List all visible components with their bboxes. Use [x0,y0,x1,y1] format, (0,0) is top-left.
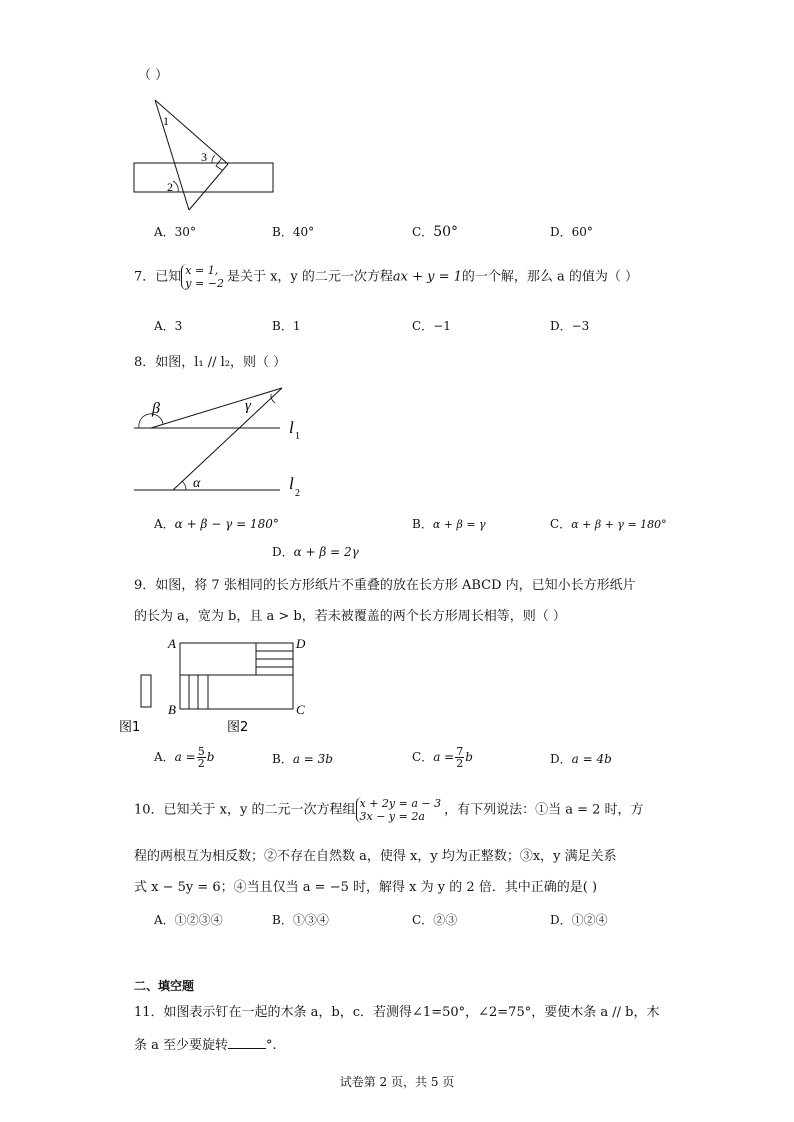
q9-label-D: D [296,636,306,651]
q10-post: ，有下列说法：①当 a = 2 时，方 [444,802,644,818]
option-key: B． [272,913,293,927]
q11-line1 [134,1005,659,1021]
option-text: ②③ [433,913,458,927]
q6-option-b[interactable] [272,224,314,240]
option-key: B． [272,752,293,766]
option-text: 40° [292,225,315,239]
q8-label-l2: l [289,474,294,493]
q10-line1 [134,797,644,823]
q8-label-l2-sub: 2 [295,488,300,499]
option-key: A． [154,225,175,239]
q9-label-B: B [168,702,176,717]
q8-figure [130,385,310,505]
q8-label-l1-sub: 1 [295,431,300,442]
q9-option-b[interactable] [272,751,333,767]
option-key: C． [412,750,434,764]
q8-label-l1: l [289,418,294,437]
q10-pre: 已知关于 x，y 的二元一次方程组 [163,802,356,818]
option-text: a = 3b [292,752,333,766]
q9-text-line1: 如图，将 7 张相同的长方形纸片不重叠的放在长方形 ABCD 内，已知小长方形纸片 [155,578,636,593]
section-title-fill-in: 二、填空题 [134,979,195,993]
q10-line2: 程的两根互为相反数；②不存在自然数 a，使得 x，y 均为正整数；③x，y 满足关系 [134,849,617,864]
option-key: D． [272,545,294,559]
option-post: b [465,750,473,764]
q6-option-c[interactable] [412,224,458,240]
q9-caption-fig1: 图1 [119,720,141,735]
q10-option-c[interactable] [412,912,457,928]
q7-post: 的一个解，那么 a 的值为（ ） [461,269,639,285]
q8-number: 8． [134,355,156,370]
q9-option-a[interactable] [154,746,214,769]
option-text: 1 [292,319,301,333]
q6-angle-label-3: 3 [201,150,207,164]
fraction-denominator: 2 [197,757,205,770]
q8-stem [134,355,286,371]
q10-sys-line1: x + 2y = a − 3 [359,797,442,810]
q10-option-a[interactable] [154,912,223,928]
fraction-denominator: 2 [456,757,464,770]
fraction-numerator: 5 [197,745,205,758]
q9-option-d[interactable] [550,751,612,767]
option-text: ①②③④ [174,913,223,927]
page-footer: 试卷第 2 页，共 5 页 [339,1075,455,1089]
q11-number: 11． [134,1005,164,1020]
option-key: B． [272,319,293,333]
option-text: α + β = γ [432,518,486,531]
q8-label-gamma: γ [245,398,251,414]
option-key: D． [550,913,572,927]
option-key: A． [154,517,175,531]
q9-caption-fig2: 图2 [227,720,249,735]
option-text: a = 4b [571,752,612,766]
q11-text-line1: 如图表示钉在一起的木条 a，b，c．若测得∠1=50°，∠2=75°，要使木条 a // b，木 [163,1005,660,1020]
q7-option-a[interactable] [154,318,182,334]
q8-option-d[interactable] [272,544,359,560]
option-key: B． [412,517,433,531]
q7-sys-line1: x = 1, [185,264,219,277]
q8-label-alpha: α [193,476,201,491]
option-text: 30° [174,225,196,239]
q10-number: 10． [134,802,164,818]
q7-option-b[interactable] [272,318,300,334]
q9-number: 9． [134,578,156,593]
q10-system [356,797,445,823]
fraction [197,746,206,769]
option-text: 60° [571,225,593,239]
q9-line1 [134,578,636,594]
q8-text: 如图，l₁ // l₂，则（ ） [155,355,287,370]
q8-option-c[interactable] [550,516,667,533]
q9-label-C: C [296,702,305,717]
q9-label-A: A [168,636,176,651]
option-text: α + β = 2γ [293,545,359,559]
q7-mid: 是关于 x，y 的二元一次方程 [226,269,393,285]
q7-pre: 已知 [155,269,182,285]
q7-number: 7． [134,269,156,285]
option-key: C． [412,225,434,239]
q10-sys-line2: 3x − y = 2a [359,810,425,823]
q7-option-c[interactable] [412,318,451,334]
fraction [455,746,464,769]
q10-option-b[interactable] [272,912,329,928]
option-key: C． [550,517,572,531]
q11-text-line2-pre: 条 a 至少要旋转 [134,1038,229,1053]
q6-angle-label-1: 1 [163,114,169,128]
q11-answer-blank[interactable] [228,1036,266,1049]
option-key: D． [550,225,572,239]
q9-line2: 的长为 a，宽为 b，且 a > b，若未被覆盖的两个长方形周长相等，则（ ） [134,609,566,624]
q6-option-a[interactable] [154,224,196,240]
q8-option-a[interactable] [154,516,279,532]
fraction-numerator: 7 [456,745,464,758]
option-pre: a = [433,750,455,764]
option-text: 3 [174,319,183,333]
q9-option-c[interactable] [412,746,473,769]
option-pre: a = [174,750,196,764]
option-text: α + β + γ = 180° [571,518,667,531]
q7-option-d[interactable] [550,318,589,334]
q6-figure [128,95,278,215]
q7-system [181,264,227,290]
option-key: B． [272,225,293,239]
option-key: A． [154,750,175,764]
option-text: 50° [433,224,459,240]
option-text: ①③④ [292,913,329,927]
q7-equation: ax + y = 1 [392,269,462,285]
q6-option-d[interactable] [550,224,593,240]
option-key: C． [412,319,434,333]
option-text: −1 [433,319,451,333]
q6-bracket: （ ） [138,68,169,83]
option-key: D． [550,752,572,766]
option-post: b [206,750,215,764]
q11-line2 [134,1036,277,1054]
q7-stem [134,264,638,290]
option-text: α + β − γ = 180° [174,517,279,531]
q8-option-b[interactable] [412,516,486,533]
q6-angle-label-2: 2 [167,180,173,194]
q8-label-beta: β [152,400,160,417]
q11-text-line2-post: °. [266,1038,277,1053]
option-key: C． [412,913,434,927]
option-text: ①②④ [571,913,608,927]
option-key: A． [154,319,175,333]
q10-line3: 式 x − 5y = 6；④当且仅当 a = −5 时，解得 x 为 y 的 2 倍．其中正确的是( ) [134,880,598,895]
q9-figure [116,634,326,734]
option-key: D． [550,319,572,333]
q7-sys-line2: y = −2 [185,277,224,290]
option-key: A． [154,913,175,927]
option-text: −3 [571,319,590,333]
q10-option-d[interactable] [550,912,608,928]
